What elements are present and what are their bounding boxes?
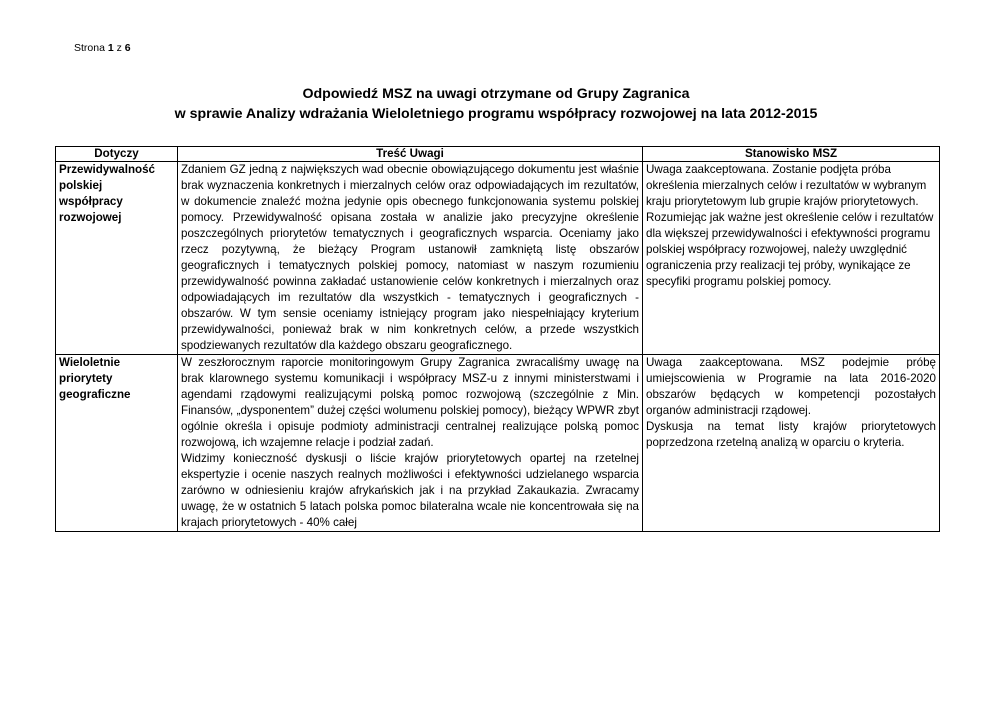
header-tresc-uwagi: Treść Uwagi: [178, 147, 643, 162]
page-label: Strona: [74, 42, 105, 54]
topic-line: rozwojowej: [59, 211, 122, 224]
title-line-1: Odpowiedź MSZ na uwagi otrzymane od Grupy Zagranica: [302, 86, 690, 102]
title-line-2: w sprawie Analizy wdrażania Wieloletniego programu współpracy rozwojowej na lata 2012-2015: [174, 106, 818, 122]
row-topic: [56, 355, 178, 532]
topic-line: współpracy: [59, 195, 123, 208]
table-header-row: [56, 147, 940, 162]
position-paragraph: Dyskusja na temat listy krajów priorytetowych poprzedzona rzetelną analizą w oparciu o kryteria.: [646, 420, 936, 449]
row-topic: [56, 162, 178, 355]
comment-paragraph: W zeszłorocznym raporcie monitoringowym Grupy Zagranica zwracaliśmy uwagę na brak klarownego systemu komunikacji i współpracy MSZ-u z innymi ministerstwami i agendami rządowymi realizującymi polską pomoc rozwojową (szczególnie z Min. Finansów, „dysponentem” dużej części wolumenu polskiej pomocy), bieżący WPWR zbyt ogólnie określa i opisuje podmioty administracji centralnej realizujące polską pomoc rozwojową, ich wzajemne relacje i podział zadań.: [181, 356, 639, 449]
row-position: [643, 162, 940, 355]
comments-table: [55, 146, 940, 532]
position-paragraph: Uwaga zaakceptowana. MSZ podejmie próbę umiejscowienia w Programie na lata 2016-2020 obszarów będących w kompetencji pozostałych organów administracji rządowej.: [646, 356, 936, 417]
page-separator: z: [116, 42, 122, 54]
header-dotyczy: Dotyczy: [56, 147, 178, 162]
comment-paragraph: Zdaniem GZ jedną z największych wad obecnie obowiązującego dokumentu jest właśnie brak wyznaczenia konkretnych i mierzalnych celów oraz odpowiadających im rezultatów, w dokumencie znaleźć można jedynie opis obecnego funkcjonowania systemu polskiej pomocy. Przewidywalność opisana została w analizie jako precyzyjne określenie poszczególnych priorytetów tematycznych i geograficznych wsparcia. Oceniamy jako rzecz pozytywną, że bieżący Program ustanowił zamkniętą listę obszarów geograficznych i tematycznych polskiej pomocy, natomiast w naszym rozumieniu przewidywalność powinna zakładać ustanowienie celów konkretnych i mierzalnych oraz odpowiadających im rezultatów dla wszystkich - tematycznych i geograficznych - obszarów. W tym sensie oceniamy istniejący program jako niespełniający kryterium przewidywalności, ponieważ brak w nim konkretnych celów, a przede wszystkich spodziewanych rezultatów dla każdego obszaru geograficznego.: [181, 163, 639, 352]
page-current: 1: [107, 42, 114, 54]
topic-line: Wieloletnie: [59, 356, 121, 369]
table-row: [56, 162, 940, 355]
table-row: [56, 355, 940, 532]
row-comment: [178, 162, 643, 355]
row-comment: [178, 355, 643, 532]
comment-paragraph: Widzimy konieczność dyskusji o liście krajów priorytetowych opartej na rzetelnej ekspertyzie i ocenie naszych realnych możliwości i efektywności udzielanego wsparcia zarówno w odniesieniu krajów afrykańskich jak i na przykład Zakaukazia. Zwracamy uwagę, że w ostatnich 5 latach polska pomoc bilateralna wcale nie koncentrowała się na krajach priorytetowych - 40% całej: [181, 452, 639, 529]
page-total: 6: [124, 42, 131, 54]
topic-line: polskiej: [59, 179, 103, 192]
topic-line: Przewidywalność: [59, 163, 156, 176]
row-position: [643, 355, 940, 532]
header-stanowisko-msz: Stanowisko MSZ: [643, 147, 940, 162]
topic-line: geograficzne: [59, 388, 131, 401]
topic-line: priorytety: [59, 372, 113, 385]
page-number: [74, 42, 131, 54]
document-title: [0, 84, 992, 124]
position-paragraph: Uwaga zaakceptowana. Zostanie podjęta próba określenia mierzalnych celów i rezultatów w wybranym kraju priorytetowym lub grupie krajów priorytetowych. Rozumiejąc jak ważne jest określenie celów i rezultatów dla większej przewidywalności i efektywności programu polskiej współpracy rozwojowej, należy uwzględnić ograniczenia przy realizacji tej próby, wynikające ze specyfiki programu polskiej pomocy.: [646, 163, 934, 288]
